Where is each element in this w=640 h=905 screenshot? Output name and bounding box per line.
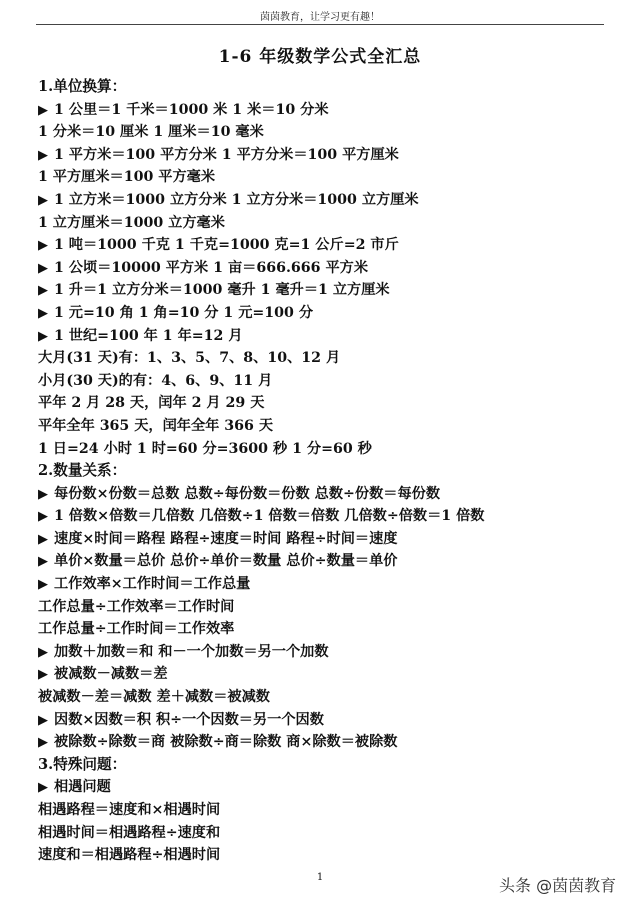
line-text: 加数＋加数＝和 和－一个加数＝另一个加数	[54, 643, 329, 660]
header-divider	[36, 24, 604, 25]
formula-line	[38, 392, 618, 415]
section-heading	[38, 76, 618, 99]
bullet-arrow-icon: ▶	[38, 328, 48, 344]
formula-line	[38, 573, 618, 596]
document-title: 1-6 年级数学公式全汇总	[218, 47, 422, 67]
line-text: 1 元=10 角 1 角=10 分 1 元=100 分	[54, 304, 314, 321]
formula-line	[38, 618, 618, 641]
line-text: 1.单位换算：	[38, 78, 127, 95]
formula-line	[38, 99, 618, 122]
bullet-arrow-icon: ▶	[38, 667, 48, 683]
formula-line	[38, 844, 618, 867]
bullet-arrow-icon: ▶	[38, 238, 48, 254]
formula-line	[38, 370, 618, 393]
bullet-arrow-icon: ▶	[38, 780, 48, 796]
line-text: 1 公顷＝10000 平方米 1 亩＝666.666 平方米	[54, 259, 369, 276]
watermark-logo: 头条 @茵茵教育	[499, 876, 617, 895]
bullet-arrow-icon: ▶	[38, 531, 48, 547]
formula-line	[38, 302, 618, 325]
line-text: 1 立方厘米＝1000 立方毫米	[38, 214, 225, 231]
formula-line	[38, 686, 618, 709]
line-text: 平年 2 月 28 天，闰年 2 月 29 天	[38, 395, 265, 412]
line-text: 1 立方米＝1000 立方分米 1 立方分米＝1000 立方厘米	[54, 191, 419, 208]
line-text: 3.特殊问题：	[38, 755, 127, 773]
line-text: 1 升＝1 立方分米＝1000 毫升 1 毫升＝1 立方厘米	[54, 282, 390, 299]
bullet-arrow-icon: ▶	[38, 712, 48, 728]
document-body	[38, 76, 618, 867]
bullet-arrow-icon: ▶	[38, 192, 48, 208]
line-text: 每份数×份数＝总数 总数÷每份数＝份数 总数÷份数＝每份数	[54, 485, 441, 502]
header-note: 茵茵教育，让学习更有趣！	[260, 12, 380, 23]
formula-line	[38, 212, 618, 235]
line-text: 被除数÷除数＝商 被除数÷商＝除数 商×除数＝被除数	[54, 734, 398, 751]
bullet-arrow-icon: ▶	[38, 260, 48, 276]
line-text: 小月(30 天)的有：4、6、9、11 月	[38, 372, 273, 389]
line-text: 1 世纪=100 年 1 年=12 月	[54, 327, 243, 344]
formula-line	[38, 596, 618, 619]
line-text: 速度×时间＝路程 路程÷速度＝时间 路程÷时间＝速度	[54, 530, 398, 547]
line-text: 工作总量÷工作时间＝工作效率	[38, 621, 235, 638]
formula-line	[38, 709, 618, 732]
formula-line	[38, 731, 618, 754]
formula-line	[38, 144, 618, 167]
formula-line	[38, 415, 618, 438]
section-heading	[38, 460, 618, 483]
line-text: 1 倍数×倍数＝几倍数 几倍数÷1 倍数＝倍数 几倍数÷倍数＝1 倍数	[54, 508, 485, 525]
line-text: 因数×因数＝积 积÷一个因数＝另一个因数	[54, 711, 324, 728]
bullet-arrow-icon: ▶	[38, 554, 48, 570]
formula-line	[38, 325, 618, 348]
line-text: 单价×数量＝总价 总价÷单价＝数量 总价÷数量＝单价	[54, 553, 398, 570]
line-text: 相遇问题	[54, 779, 111, 796]
formula-line	[38, 505, 618, 528]
line-text: 平年全年 365 天，闰年全年 366 天	[38, 417, 274, 434]
formula-line	[38, 279, 618, 302]
formula-line	[38, 663, 618, 686]
line-text: 1 公里＝1 千米＝1000 米 1 米＝10 分米	[54, 101, 329, 118]
line-text: 2.数量关系：	[38, 462, 127, 480]
formula-line	[38, 641, 618, 664]
line-text: 1 吨＝1000 千克 1 千克=1000 克=1 公斤=2 市斤	[54, 237, 399, 254]
formula-line	[38, 257, 618, 280]
section-heading	[38, 754, 618, 777]
formula-line	[38, 189, 618, 212]
formula-line	[38, 776, 618, 799]
bullet-arrow-icon: ▶	[38, 735, 48, 751]
line-text: 大月(31 天)有：1、3、5、7、8、10、12 月	[38, 350, 341, 367]
formula-line	[38, 483, 618, 506]
bullet-arrow-icon: ▶	[38, 509, 48, 525]
formula-line	[38, 528, 618, 551]
formula-line	[38, 166, 618, 189]
line-text: 1 平方厘米＝100 平方毫米	[38, 169, 216, 186]
formula-line	[38, 121, 618, 144]
line-text: 相遇时间＝相遇路程÷速度和	[38, 824, 221, 841]
line-text: 工作总量÷工作效率＝工作时间	[38, 598, 235, 615]
line-text: 工作效率×工作时间＝工作总量	[54, 576, 251, 593]
formula-line	[38, 822, 618, 845]
bullet-arrow-icon: ▶	[38, 486, 48, 502]
line-text: 速度和＝相遇路程÷相遇时间	[38, 847, 221, 864]
bullet-arrow-icon: ▶	[38, 102, 48, 118]
formula-line	[38, 438, 618, 461]
line-text: 1 日=24 小时 1 时=60 分=3600 秒 1 分=60 秒	[38, 440, 372, 457]
bullet-arrow-icon: ▶	[38, 577, 48, 593]
line-text: 1 平方米＝100 平方分米 1 平方分米＝100 平方厘米	[54, 146, 399, 163]
formula-line	[38, 347, 618, 370]
line-text: 1 分米＝10 厘米 1 厘米＝10 毫米	[38, 124, 264, 141]
line-text: 被减数－减数＝差	[54, 666, 168, 683]
line-text: 相遇路程＝速度和×相遇时间	[38, 802, 221, 818]
line-text: 被减数－差＝减数 差＋减数＝被减数	[38, 689, 270, 706]
page-number: 1	[316, 872, 324, 883]
formula-line	[38, 799, 618, 822]
formula-line	[38, 234, 618, 257]
bullet-arrow-icon: ▶	[38, 305, 48, 321]
formula-line	[38, 550, 618, 573]
bullet-arrow-icon: ▶	[38, 644, 48, 660]
bullet-arrow-icon: ▶	[38, 147, 48, 163]
bullet-arrow-icon: ▶	[38, 283, 48, 299]
